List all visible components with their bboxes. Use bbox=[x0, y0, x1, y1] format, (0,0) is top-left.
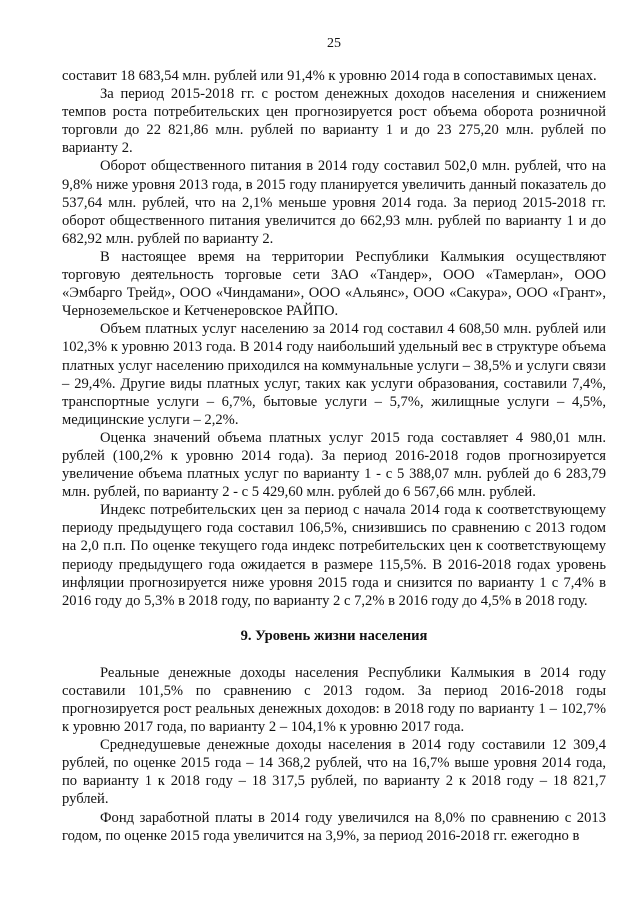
paragraph-catering: Оборот общественного питания в 2014 году составил 502,0 млн. рублей, что на 9,8% ниже уровня 2013 года, в 2015 году планируется увеличить данный показатель до 537,64 млн. рублей, что на 2,1% меньше уровня 2014 года. За период 2015-2018 гг. оборот общественного питания увеличится до 662,93 млн. рублей по варианту 1 и до 682,92 млн. рублей по варианту 2. bbox=[62, 158, 606, 247]
page-number: 25 bbox=[327, 36, 341, 51]
paragraph-real-income: Реальные денежные доходы населения Республики Калмыкия в 2014 году составили 101,5% по сравнению с 2013 годом. За период 2016-2018 годы прогнозируется рост реальных денежных доходов: в 2018 году по варианту 1 – 102,7% к уровню 2017 года, по варианту 2 – 104,1% к уровню 2017 года. bbox=[62, 664, 606, 736]
paragraph-consumer-price-index: Индекс потребительских цен за период с начала 2014 года к соответствующему периоду предыдущего года составил 106,5%, снизившись по сравнению с 2013 годом на 2,0 п.п. По оценке текущего года индекс потребительских цен к соответствующему периоду предыдущего года ожидается в размере 115,5%. В 2016-2018 годах уровень инфляции прогнозируется ниже уровня 2015 года и снизится по варианту 1 с 7,4% в 2016 году до 5,3% в 2018 году, по варианту 2 с 7,2% в 2016 году до 4,5% в 2018 году. bbox=[62, 502, 606, 609]
paragraph-per-capita-income: Среднедушевые денежные доходы населения в 2014 году составили 12 309,4 рублей, по оценке 2015 года – 14 368,2 рублей, что на 16,7% выше уровня 2014 года, по варианту 1 к 2018 году – 18 317,5 рублей, по варианту 2 к 2018 году – 18 821,7 рублей. bbox=[62, 737, 606, 808]
document-page bbox=[62, 36, 606, 845]
section-heading: 9. Уровень жизни населения bbox=[240, 627, 428, 644]
paragraph-paid-services: Объем платных услуг населению за 2014 год составил 4 608,50 млн. рублей или 102,3% к уровню 2013 года. В 2014 году наибольший удельный вес в структуре объема платных услуг населению приходился на коммунальные услуги – 38,5% и услуги связи – 29,4%. Другие виды платных услуг, таких как услуги образования, составили 7,4%, транспортные услуги – 6,7%, бытовые услуги – 5,7%, жилищные услуги – 4,5%, медицинские услуги – 2,2%. bbox=[62, 321, 606, 428]
paragraph-retail-forecast: За период 2015-2018 гг. с ростом денежных доходов населения и снижением темпов роста потребительских цен прогнозируется рост объема оборота розничной торговли до 22 821,86 млн. рублей по варианту 1 и до 23 275,20 млн. рублей по варианту 2. bbox=[62, 86, 606, 157]
paragraph-continuation: составит 18 683,54 млн. рублей или 91,4% к уровню 2014 года в сопоставимых ценах. bbox=[62, 68, 597, 84]
paragraph-wage-fund: Фонд заработной платы в 2014 году увеличился на 8,0% по сравнению с 2013 годом, по оценке 2015 года увеличится на 3,9%, за период 2016-2018 гг. ежегодно в bbox=[62, 809, 606, 844]
paragraph-paid-services-forecast: Оценка значений объема платных услуг 2015 года составляет 4 980,01 млн. рублей (100,2% к уровню 2014 года). За период 2016-2018 годов прогнозируется увеличение объема платных услуг по варианту 1 - с 5 388,07 млн. рублей до 6 283,79 млн. рублей, по варианту 2 - с 5 429,60 млн. рублей до 6 567,66 млн. рублей. bbox=[62, 429, 606, 501]
paragraph-retail-chains: В настоящее время на территории Республики Калмыкия осуществляют торговую деятельность торговые сети ЗАО «Тандер», ООО «Тамерлан», ООО «Эмбарго Трейд», ООО «Чиндамани», ООО «Альянс», ООО «Сакура», ООО «Грант», Черноземельское и Кетченеровское РАЙПО. bbox=[62, 248, 606, 320]
